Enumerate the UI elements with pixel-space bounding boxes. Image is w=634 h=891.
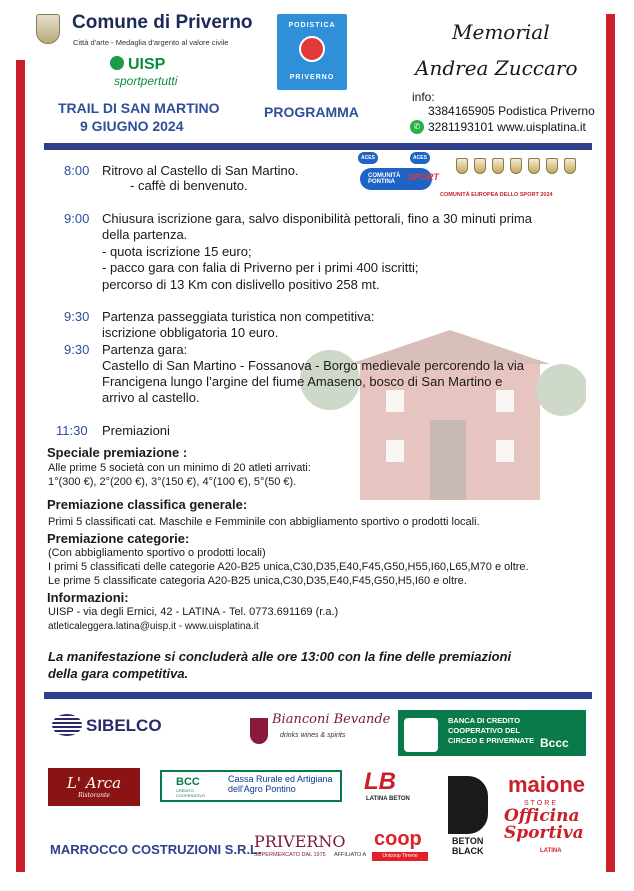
bianconi-subtitle: drinks wines & spirits	[280, 732, 346, 739]
comune-title: Comune di Priverno	[72, 12, 253, 33]
affiliato-label: AFFILIATO A	[334, 852, 367, 858]
schedule-line: - quota iscrizione 15 euro;	[102, 244, 252, 259]
beton-black-line: BETON	[452, 836, 484, 846]
maione-logo: maione	[508, 772, 586, 797]
podistica-logo-bottom: PRIVERNO	[289, 74, 335, 81]
schedule-time-1: 8:00	[64, 163, 90, 178]
town-crest-icon	[492, 158, 504, 174]
schedule-time-2: 9:00	[64, 211, 90, 226]
closing-statement	[48, 648, 511, 682]
schedule-time-4: 9:30	[64, 342, 90, 357]
town-crest-icon	[456, 158, 468, 174]
patronage-strip	[356, 152, 588, 202]
schedule-line: Premiazioni	[102, 423, 170, 438]
schedule-line: Partenza passeggiata turistica non competitiva:	[102, 309, 375, 324]
town-crest-icon	[546, 158, 558, 174]
town-crest-icon	[564, 158, 576, 174]
trail-date: 9 GIUGNO 2024	[80, 118, 184, 134]
schedule-line: - pacco gara con falia di Priverno per i primi 400 iscritti;	[102, 260, 419, 275]
larca-text: L' Arca	[66, 774, 122, 792]
schedule-line: Chiusura iscrizione gara, salvo disponibilità pettorali, fino a 30 minuti prima	[102, 211, 532, 226]
latina-beton-logo: LB	[364, 768, 396, 795]
uisp-mark-icon	[110, 56, 124, 70]
top-divider	[44, 143, 592, 150]
bccc-text: BANCA DI CREDITO COOPERATIVO DEL CIRCEO E PRIVERNATE	[448, 716, 535, 745]
comune-crest-icon	[36, 14, 60, 44]
town-crest-icon	[528, 158, 540, 174]
bcc-mark	[164, 774, 220, 798]
priverno-supermercato-subtitle: SUPERMERCATO DAL 1975	[254, 852, 326, 858]
wine-glass-icon	[250, 718, 268, 744]
aces-badge-icon: ACES	[410, 152, 430, 164]
bianconi-logo: Bianconi Bevande	[272, 712, 391, 727]
schedule-line: Francigena lungo l’argine del fiume Amaseno, bosco di San Martino e	[102, 374, 503, 389]
info-phone-2: 3281193101 www.uisplatina.it	[428, 120, 586, 134]
informazioni-address: UISP - via degli Ernici, 42 - LATINA - Tel. 0773.691169 (r.a.)	[48, 606, 339, 618]
closing-line: La manifestazione si concluderà alle ore 13:00 con la fine delle premiazioni	[48, 649, 512, 664]
schedule-line: - caffè di benvenuto.	[130, 178, 248, 193]
beton-black-icon	[448, 776, 488, 834]
maione-store-label: STORE	[524, 800, 558, 807]
maione-city-label: LATINA	[540, 848, 562, 854]
bcc-text: Cassa Rurale ed Artigiana dell'Agro Pontino	[228, 774, 333, 794]
informazioni-heading: Informazioni:	[47, 590, 129, 605]
right-decorative-bar	[606, 14, 615, 872]
comunita-pontina-logo: COMUNITÀ PONTINA	[360, 168, 432, 190]
bcc-agro-pontino-logo	[160, 770, 342, 802]
beton-black-line: BLACK	[452, 846, 484, 856]
memorial-title: Memorial	[452, 20, 550, 44]
uisp-subtitle: sportpertutti	[114, 74, 178, 88]
bottom-divider	[44, 692, 592, 699]
categorie-text: I primi 5 classificati delle categorie A20-B25 unica,C30,D35,E40,F45,G50,H55,I60,L65,M70 e oltre.	[48, 561, 529, 573]
bcc-mark-subtitle: CREDITO COOPERATIVO	[176, 788, 206, 798]
left-decorative-bar	[16, 60, 25, 872]
categorie-heading: Premiazione categorie:	[47, 531, 190, 546]
officina-sportiva-text: Officina Sportiva	[504, 806, 584, 843]
whatsapp-icon: ✆	[410, 120, 424, 134]
town-crest-icon	[474, 158, 486, 174]
speciale-heading: Speciale premiazione :	[47, 445, 188, 460]
uisp-logo	[110, 56, 165, 74]
schedule-line: Partenza gara:	[102, 342, 188, 357]
coop-logo: coop	[374, 828, 422, 850]
sibelco-logo	[52, 714, 162, 736]
speciale-amounts: 1°(300 €), 2°(200 €), 3°(150 €), 4°(100 €), 5°(50 €).	[48, 476, 297, 488]
castle-watermark-image	[300, 320, 586, 500]
uisp-logo-text: UISP	[128, 56, 166, 73]
town-crest-icon	[510, 158, 522, 174]
trail-title: TRAIL DI SAN MARTINO	[58, 100, 220, 116]
bccc-mark-text: Bccc	[540, 736, 569, 750]
bccc-logo	[398, 710, 586, 756]
latina-beton-text: LATINA BETON	[366, 796, 410, 802]
podistica-mascot-icon	[299, 36, 325, 62]
sibelco-text: SIBELCO	[86, 716, 162, 735]
programma-heading: PROGRAMMA	[264, 104, 359, 120]
coop-subtitle: Unicoop Tirreno	[372, 852, 428, 861]
comune-subtitle: Città d'arte - Medaglia d'argento al valore civile	[73, 38, 229, 47]
informazioni-contacts: atleticaleggera.latina@uisp.it - www.uisplatina.it	[48, 621, 259, 632]
schedule-line: iscrizione obbligatoria 10 euro.	[102, 325, 279, 340]
speciale-text: Alle prime 5 società con un minimo di 20 atleti arrivati:	[48, 462, 311, 474]
categorie-text: Le prime 5 classificate categoria A20-B25 unica,C30,D35,E40,F45,G50,H5,I60 e oltre.	[48, 575, 467, 587]
memorial-name: Andrea Zuccaro	[415, 56, 578, 80]
schedule-time-3: 9:30	[64, 309, 90, 324]
closing-line: della gara competitiva.	[48, 666, 189, 681]
schedule-line: percorso di 13 Km con dislivello positivo 258 mt.	[102, 277, 380, 292]
bcc-mark-text: BCC	[176, 776, 200, 788]
generale-text: Primi 5 classificati cat. Maschile e Femminile con abbigliamento sportivo o prodotti locali.	[48, 516, 480, 528]
schedule-time-5: 11:30	[56, 423, 88, 438]
podistica-logo-top: PODISTICA	[288, 22, 336, 29]
schedule-line: arrivo al castello.	[102, 390, 200, 405]
schedule-line: Castello di San Martino - Fossanova - Borgo medievale percorendo la via	[102, 358, 524, 373]
beton-black-text	[452, 836, 484, 856]
sibelco-globe-icon	[52, 714, 82, 736]
larca-subtitle: Ristorante	[78, 792, 110, 799]
podistica-logo	[277, 14, 347, 90]
priverno-supermercato-logo: PRIVERNO	[254, 832, 346, 851]
categorie-text: (Con abbigliamento sportivo o prodotti locali)	[48, 547, 266, 559]
info-label: info:	[412, 90, 435, 104]
schedule-line: Ritrovo al Castello di San Martino.	[102, 163, 299, 178]
info-phone-1: 3384165905 Podistica Priverno	[428, 104, 595, 118]
bccc-mark-icon	[404, 718, 438, 752]
larca-logo	[48, 768, 140, 806]
schedule-line: della partenza.	[102, 227, 188, 242]
aces-badge-icon: ACES	[358, 152, 378, 164]
generale-heading: Premiazione classifica generale:	[47, 497, 248, 512]
comunita-europea-label: COMUNITÀ EUROPEA DELLO SPORT 2024	[440, 192, 553, 198]
sport-logo-text: SPORT	[408, 172, 439, 182]
marrocco-logo: MARROCCO COSTRUZIONI S.R.L.	[50, 842, 262, 857]
